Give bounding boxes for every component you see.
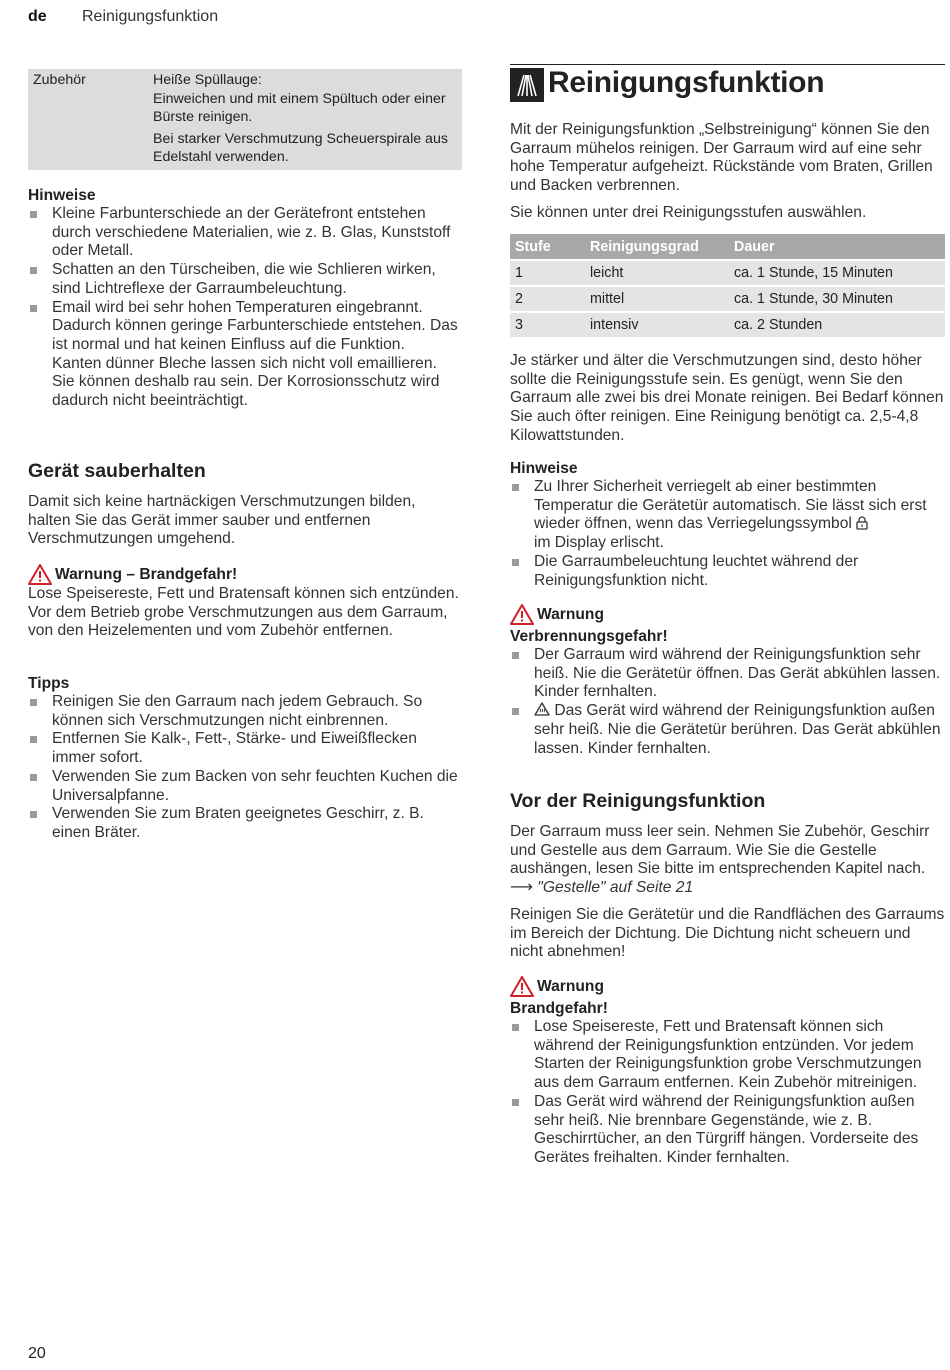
square-bullet-icon xyxy=(512,1024,519,1031)
fire-warning xyxy=(28,564,462,641)
square-bullet-icon xyxy=(512,484,519,491)
accessory-line: Heiße Spüllauge: xyxy=(153,72,262,88)
accessory-line: Bei starker Verschmutzung Scheuerspirale aus Edelstahl verwenden. xyxy=(153,130,448,165)
warning-list xyxy=(510,1018,945,1168)
list-item: Email wird bei sehr hohen Temperaturen eingebrannt. Dadurch können geringe Farbunterschiede entstehen. Das ist normal und hat keinen Einfluss auf die Funktion. Kanten dünner Bleche lassen sich nicht voll emaillieren. Sie können deshalb rau sein. Der Korrosionsschutz wird dadurch nicht beeinträchtigt. xyxy=(28,299,462,411)
table-cell: leicht xyxy=(585,260,729,286)
table-header-row xyxy=(510,234,945,260)
list-item: Reinigen Sie den Garraum nach jedem Gebrauch. So können sich Verschmutzungen nicht einbrennen. xyxy=(28,693,462,730)
list-item: Das Gerät wird während der Reinigungsfunktion außen sehr heiß. Nie brennbare Gegenstände, wie z. B. Geschirrtücher, an den Türgriff hängen. Vorderseite des Gerätes freihalten. Kinder fernhalten. xyxy=(510,1093,945,1168)
arrow-right-icon: ⟶ xyxy=(510,879,533,897)
square-bullet-icon xyxy=(30,267,37,274)
square-bullet-icon xyxy=(30,811,37,818)
hints-extra: Kanten dünner Bleche lassen sich nicht voll emaillieren. Sie können deshalb rau sein. Der Korrosionsschutz wird dadurch nicht beeinträchtigt. xyxy=(52,354,440,410)
list-item: Lose Speisereste, Fett und Bratensaft können sich während der Reinigungsfunktion entzünden. Vor jedem Starten der Reinigungsfunktion grobe Verschmutzungen aus dem Garraum entfernen. Kein Zubehör mitreinigen. xyxy=(510,1018,945,1093)
burn-warning xyxy=(510,604,945,758)
square-bullet-icon xyxy=(512,559,519,566)
warning-text: Lose Speisereste, Fett und Bratensaft können sich entzünden. Vor dem Betrieb grobe Verschmutzungen aus dem Garraum, von den Heizelementen und vom Zubehör entfernen. xyxy=(28,585,459,640)
accessory-line: Einweichen und mit einem Spültuch oder einer Bürste reinigen. xyxy=(153,90,446,125)
after-table-section xyxy=(510,352,945,446)
hints-list xyxy=(510,478,945,590)
cleaning-levels-table xyxy=(510,234,945,337)
hints-list xyxy=(28,205,462,411)
accessory-text xyxy=(153,71,453,167)
tips-section xyxy=(28,674,462,843)
square-bullet-icon xyxy=(512,708,519,715)
tips-title: Tipps xyxy=(28,675,70,692)
table-row xyxy=(510,312,945,337)
before-cleaning-section xyxy=(510,790,945,962)
column-header: Stufe xyxy=(510,234,585,260)
section-heading: Vor der Reinigungsfunktion xyxy=(510,790,766,812)
accessory-label: Zubehör xyxy=(33,72,86,88)
list-item: Schatten an den Türscheiben, die wie Schlieren wirken, sind Lichtreflexe der Garraumbeleuchtung. xyxy=(28,261,462,298)
warning-list xyxy=(510,646,945,758)
square-bullet-icon xyxy=(30,699,37,706)
chapter-heading xyxy=(510,64,945,103)
section-heading: Gerät sauberhalten xyxy=(28,460,206,482)
table-cell: 2 xyxy=(510,286,585,312)
paragraph: Damit sich keine hartnäckigen Verschmutzungen bilden, halten Sie das Gerät immer sauber und entfernen Verschmutzungen umgehend. xyxy=(28,493,416,548)
fire-warning-cleaning xyxy=(510,976,945,1168)
accessory-cleaning-box xyxy=(28,69,462,170)
page-number: 20 xyxy=(28,1345,46,1362)
column-header: Reinigungsgrad xyxy=(585,234,729,260)
list-item: Die Garraumbeleuchtung leuchtet während der Reinigungsfunktion nicht. xyxy=(510,553,945,590)
list-item: Kleine Farbunterschiede an der Gerätefront entstehen durch verschiedene Materialien, wie z. B. Glas, Kunststoff oder Metall. xyxy=(28,205,462,261)
list-item: Der Garraum wird während der Reinigungsfunktion sehr heiß. Nie die Gerätetür öffnen. Das Gerät abkühlen lassen. Kinder fernhalten. xyxy=(510,646,945,702)
page-header xyxy=(28,8,219,26)
table-cell: 3 xyxy=(510,312,585,337)
intro-section xyxy=(510,121,945,223)
warning-triangle-icon xyxy=(510,604,534,625)
square-bullet-icon xyxy=(512,1099,519,1106)
table-cell: mittel xyxy=(585,286,729,312)
list-item: Das Gerät wird während der Reinigungsfunktion außen sehr heiß. Nie die Gerätetür berühren. Das Gerät abkühlen lassen. Kinder fernhalten. xyxy=(510,702,945,758)
header-section-title: Reinigungsfunktion xyxy=(82,8,219,25)
paragraph: Der Garraum muss leer sein. Nehmen Sie Zubehör, Geschirr und Gestelle aus dem Garraum. Wie Sie die Gestelle aushängen, lesen Sie bitte im entsprechenden Kapitel nach. ⟶ "Gestelle" auf Seite 21 xyxy=(510,823,930,897)
hints-title: Hinweise xyxy=(28,187,96,204)
table-cell: intensiv xyxy=(585,312,729,337)
warning-subtitle: Brandgefahr! xyxy=(510,1000,608,1017)
cleaning-function-icon xyxy=(510,68,544,102)
chapter-title: Reinigungsfunktion xyxy=(548,66,825,99)
table-cell: ca. 1 Stunde, 30 Minuten xyxy=(729,286,945,312)
hints-section xyxy=(28,186,462,411)
table-cell: ca. 1 Stunde, 15 Minuten xyxy=(729,260,945,286)
list-item: Verwenden Sie zum Backen von sehr feuchten Kuchen die Universalpfanne. xyxy=(28,768,462,805)
table-cell: 1 xyxy=(510,260,585,286)
cross-reference-link[interactable]: "Gestelle" auf Seite 21 xyxy=(537,879,694,897)
list-item: Zu Ihrer Sicherheit verriegelt ab einer bestimmten Temperatur die Gerätetür automatisch. Sie lässt sich erst wieder öffnen, wenn das Verriegelungssymbol im Display erlischt. xyxy=(510,478,945,553)
table-cell: ca. 2 Stunden xyxy=(729,312,945,337)
language-code: de xyxy=(28,8,47,25)
list-item: Verwenden Sie zum Braten geeignetes Geschirr, z. B. einen Bräter. xyxy=(28,805,462,842)
warning-heading: Warnung xyxy=(510,604,945,625)
square-bullet-icon xyxy=(30,211,37,218)
square-bullet-icon xyxy=(30,774,37,781)
paragraph: Reinigen Sie die Gerätetür und die Randflächen des Garraums im Bereich der Dichtung. Die Dichtung nicht scheuern und nicht abnehmen! xyxy=(510,905,945,961)
warning-heading: Warnung – Brandgefahr! xyxy=(28,564,462,585)
warning-heading: Warnung xyxy=(510,976,945,997)
tips-list xyxy=(28,693,462,843)
hints-title: Hinweise xyxy=(510,460,578,477)
paragraph: Mit der Reinigungsfunktion „Selbstreinigung“ können Sie den Garraum mühelos reinigen. Der Garraum wird auf eine sehr hohe Temperatur aufgeheizt. Rückstände vom Braten, Grillen und Backen verbrennen. xyxy=(510,121,933,195)
lock-icon xyxy=(856,516,868,530)
hot-surface-warning-icon xyxy=(534,702,550,716)
right-hints-section xyxy=(510,459,945,590)
keep-clean-section xyxy=(28,460,462,549)
warning-subtitle: Verbrennungsgefahr! xyxy=(510,628,668,645)
paragraph: Je stärker und älter die Verschmutzungen sind, desto höher sollte die Reinigungsstufe sein. Es genügt, wenn Sie den Garraum alle zwei bis drei Monate reinigen. Bei Bedarf können Sie auch öfter reinigen. Eine Reinigung benötigt ca. 2,5-4,8 Kilowattstunden. xyxy=(510,352,944,444)
square-bullet-icon xyxy=(30,736,37,743)
square-bullet-icon xyxy=(30,305,37,312)
warning-triangle-icon xyxy=(28,564,52,585)
warning-triangle-icon xyxy=(510,976,534,997)
table-row xyxy=(510,286,945,312)
table-row xyxy=(510,260,945,286)
list-item: Entfernen Sie Kalk-, Fett-, Stärke- und Eiweißflecken immer sofort. xyxy=(28,730,462,767)
column-header: Dauer xyxy=(729,234,945,260)
square-bullet-icon xyxy=(512,652,519,659)
paragraph: Sie können unter drei Reinigungsstufen auswählen. xyxy=(510,203,867,221)
